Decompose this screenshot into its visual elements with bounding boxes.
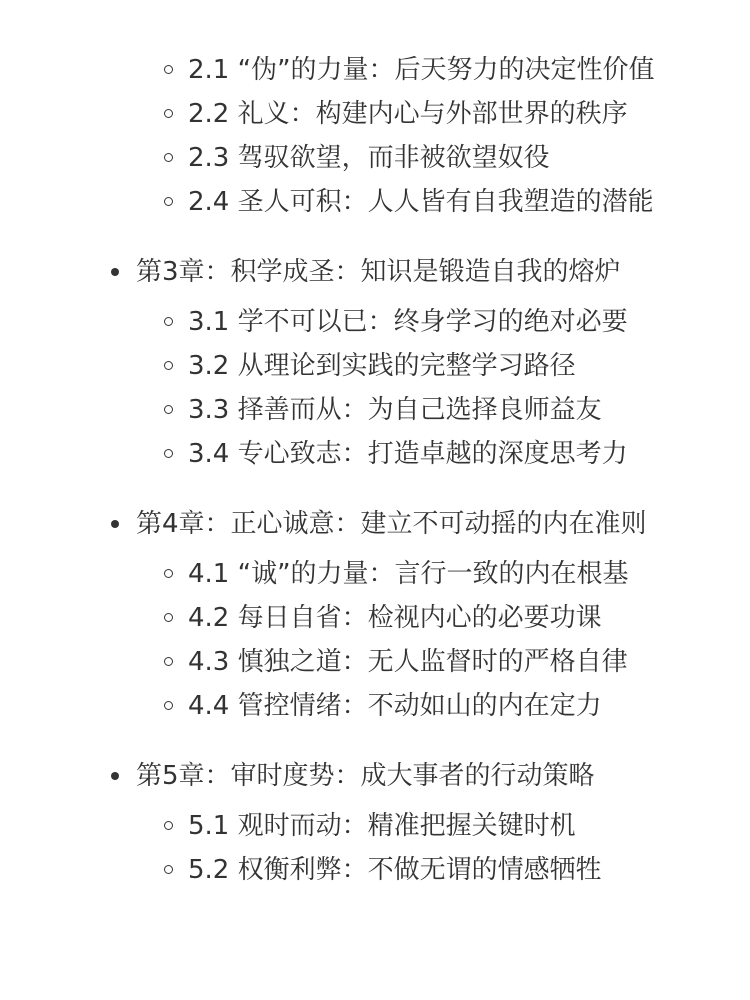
section-text: 3.1 学不可以已：终身学习的绝对必要	[188, 307, 628, 337]
section-text: 3.2 从理论到实践的完整学习路径	[188, 351, 576, 381]
section-text: 3.3 择善而从：为自己选择良师益友	[188, 395, 602, 425]
section-text: 2.4 圣人可积：人人皆有自我塑造的潜能	[188, 187, 654, 217]
section-text: 5.2 权衡利弊：不做无谓的情感牺牲	[188, 855, 602, 885]
section-item	[0, 556, 750, 592]
hollow-bullet-icon	[164, 613, 173, 622]
filled-bullet-icon	[111, 268, 119, 276]
section-text: 4.2 每日自省：检视内心的必要功课	[188, 603, 602, 633]
chapter-title: 第4章：正心诚意：建立不可动摇的内在准则	[136, 509, 647, 539]
filled-bullet-icon	[111, 772, 119, 780]
section-item	[0, 688, 750, 724]
hollow-bullet-icon	[164, 109, 173, 118]
section-item	[0, 96, 750, 132]
chapter-4	[0, 506, 750, 724]
chapter-title: 第3章：积学成圣：知识是锻造自我的熔炉	[136, 257, 621, 287]
section-item	[0, 600, 750, 636]
hollow-bullet-icon	[164, 197, 173, 206]
section-text: 4.1 “诚”的力量：言行一致的内在根基	[188, 559, 629, 589]
chapter-3	[0, 254, 750, 472]
section-text: 2.2 礼义：构建内心与外部世界的秩序	[188, 99, 628, 129]
hollow-bullet-icon	[164, 569, 173, 578]
chapter-heading	[0, 506, 750, 542]
chapter-heading	[0, 758, 750, 794]
chapter-3-section-list	[0, 304, 750, 472]
section-text: 5.1 观时而动：精准把握关键时机	[188, 811, 576, 841]
section-item	[0, 808, 750, 844]
hollow-bullet-icon	[164, 405, 173, 414]
filled-bullet-icon	[111, 520, 119, 528]
section-item	[0, 140, 750, 176]
hollow-bullet-icon	[164, 153, 173, 162]
section-item	[0, 52, 750, 88]
section-item	[0, 644, 750, 680]
outline-document	[0, 52, 750, 896]
hollow-bullet-icon	[164, 821, 173, 830]
section-item	[0, 436, 750, 472]
section-text: 4.4 管控情绪：不动如山的内在定力	[188, 691, 602, 721]
hollow-bullet-icon	[164, 65, 173, 74]
section-text: 2.3 驾驭欲望，而非被欲望奴役	[188, 143, 550, 173]
chapter-5	[0, 758, 750, 888]
chapter-5-section-list	[0, 808, 750, 888]
chapter-title: 第5章：审时度势：成大事者的行动策略	[136, 761, 595, 791]
hollow-bullet-icon	[164, 657, 173, 666]
hollow-bullet-icon	[164, 865, 173, 874]
section-text: 4.3 慎独之道：无人监督时的严格自律	[188, 647, 628, 677]
section-item	[0, 184, 750, 220]
section-item	[0, 392, 750, 428]
section-text: 2.1 “伪”的力量：后天努力的决定性价值	[188, 55, 655, 85]
section-text: 3.4 专心致志：打造卓越的深度思考力	[188, 439, 628, 469]
section-item	[0, 304, 750, 340]
section-item	[0, 348, 750, 384]
hollow-bullet-icon	[164, 701, 173, 710]
chapter-heading	[0, 254, 750, 290]
chapter-2-section-list	[0, 52, 750, 220]
chapter-4-section-list	[0, 556, 750, 724]
hollow-bullet-icon	[164, 317, 173, 326]
hollow-bullet-icon	[164, 361, 173, 370]
section-item	[0, 852, 750, 888]
hollow-bullet-icon	[164, 449, 173, 458]
